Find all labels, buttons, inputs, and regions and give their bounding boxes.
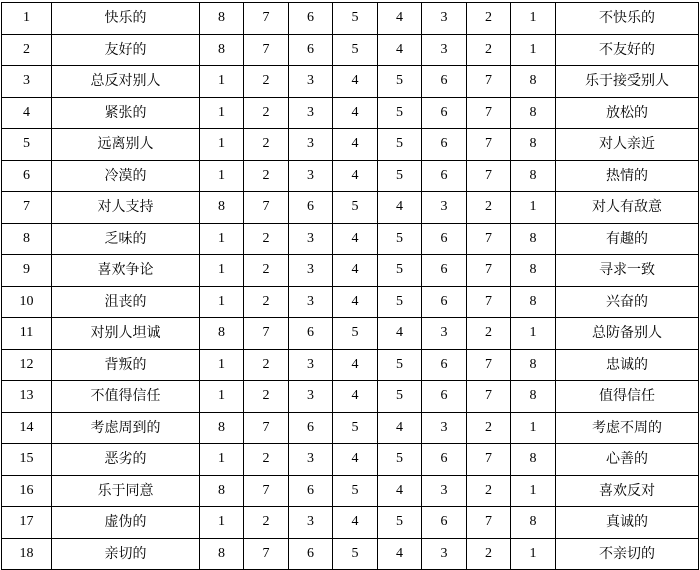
right-adjective: 总防备别人 — [556, 318, 699, 350]
score-cell: 3 — [289, 507, 333, 539]
score-cell: 3 — [422, 318, 467, 350]
score-cell: 8 — [200, 192, 244, 224]
score-cell: 2 — [467, 475, 511, 507]
score-cell: 8 — [511, 286, 556, 318]
right-adjective: 兴奋的 — [556, 286, 699, 318]
score-cell: 6 — [422, 160, 467, 192]
row-number: 1 — [2, 3, 52, 35]
score-cell: 5 — [378, 129, 422, 161]
score-cell: 2 — [244, 255, 289, 287]
score-cell: 4 — [333, 381, 378, 413]
score-cell: 1 — [200, 381, 244, 413]
row-number: 8 — [2, 223, 52, 255]
score-cell: 4 — [333, 444, 378, 476]
row-number: 2 — [2, 34, 52, 66]
score-cell: 8 — [200, 538, 244, 570]
score-cell: 6 — [422, 381, 467, 413]
score-cell: 1 — [511, 34, 556, 66]
score-cell: 5 — [378, 97, 422, 129]
score-cell: 3 — [289, 255, 333, 287]
left-adjective: 冷漠的 — [52, 160, 200, 192]
row-number: 3 — [2, 66, 52, 98]
left-adjective: 不值得信任 — [52, 381, 200, 413]
score-cell: 2 — [467, 34, 511, 66]
score-cell: 3 — [422, 192, 467, 224]
score-cell: 8 — [511, 381, 556, 413]
score-cell: 1 — [200, 286, 244, 318]
score-cell: 5 — [333, 412, 378, 444]
table-row — [2, 129, 699, 161]
score-cell: 8 — [200, 475, 244, 507]
left-adjective: 紧张的 — [52, 97, 200, 129]
row-number: 10 — [2, 286, 52, 318]
left-adjective: 对别人坦诚 — [52, 318, 200, 350]
score-cell: 8 — [511, 223, 556, 255]
score-cell: 1 — [511, 412, 556, 444]
table-row — [2, 318, 699, 350]
score-cell: 3 — [422, 34, 467, 66]
right-adjective: 乐于接受别人 — [556, 66, 699, 98]
score-cell: 3 — [289, 381, 333, 413]
score-cell: 7 — [467, 507, 511, 539]
score-cell: 3 — [422, 3, 467, 35]
row-number: 13 — [2, 381, 52, 413]
score-cell: 8 — [200, 318, 244, 350]
score-cell: 7 — [467, 286, 511, 318]
right-adjective: 考虑不周的 — [556, 412, 699, 444]
score-cell: 5 — [378, 507, 422, 539]
score-cell: 1 — [511, 318, 556, 350]
left-adjective: 乏味的 — [52, 223, 200, 255]
left-adjective: 乐于同意 — [52, 475, 200, 507]
table-row — [2, 34, 699, 66]
score-cell: 5 — [333, 318, 378, 350]
score-cell: 8 — [200, 34, 244, 66]
table-row — [2, 444, 699, 476]
score-cell: 3 — [289, 444, 333, 476]
score-cell: 6 — [422, 286, 467, 318]
score-cell: 6 — [289, 318, 333, 350]
score-cell: 7 — [244, 538, 289, 570]
score-cell: 1 — [200, 507, 244, 539]
row-number: 7 — [2, 192, 52, 224]
score-cell: 4 — [378, 318, 422, 350]
score-cell: 5 — [378, 286, 422, 318]
score-cell: 4 — [378, 538, 422, 570]
score-cell: 1 — [200, 129, 244, 161]
score-cell: 6 — [422, 129, 467, 161]
score-cell: 3 — [422, 412, 467, 444]
score-cell: 6 — [289, 3, 333, 35]
score-cell: 6 — [289, 538, 333, 570]
score-cell: 7 — [244, 318, 289, 350]
score-cell: 5 — [378, 223, 422, 255]
score-cell: 7 — [244, 475, 289, 507]
table-row — [2, 223, 699, 255]
table-row — [2, 507, 699, 539]
score-cell: 8 — [511, 160, 556, 192]
score-cell: 8 — [511, 349, 556, 381]
score-cell: 5 — [378, 444, 422, 476]
score-cell: 5 — [378, 381, 422, 413]
left-adjective: 友好的 — [52, 34, 200, 66]
score-cell: 3 — [289, 66, 333, 98]
score-cell: 3 — [289, 160, 333, 192]
score-cell: 3 — [289, 349, 333, 381]
right-adjective: 对人有敌意 — [556, 192, 699, 224]
table-row — [2, 538, 699, 570]
score-cell: 6 — [289, 34, 333, 66]
score-cell: 6 — [422, 507, 467, 539]
score-cell: 7 — [467, 349, 511, 381]
score-cell: 5 — [333, 34, 378, 66]
score-cell: 4 — [333, 97, 378, 129]
score-cell: 7 — [244, 192, 289, 224]
score-cell: 8 — [511, 97, 556, 129]
left-adjective: 喜欢争论 — [52, 255, 200, 287]
score-cell: 7 — [467, 129, 511, 161]
score-cell: 4 — [333, 349, 378, 381]
right-adjective: 不亲切的 — [556, 538, 699, 570]
score-cell: 4 — [333, 129, 378, 161]
table-row — [2, 255, 699, 287]
left-adjective: 远离别人 — [52, 129, 200, 161]
score-cell: 1 — [200, 66, 244, 98]
score-cell: 6 — [422, 349, 467, 381]
score-cell: 8 — [511, 66, 556, 98]
score-cell: 2 — [244, 381, 289, 413]
score-cell: 3 — [422, 538, 467, 570]
table-row — [2, 66, 699, 98]
score-cell: 5 — [333, 192, 378, 224]
score-cell: 8 — [511, 444, 556, 476]
score-cell: 7 — [467, 255, 511, 287]
right-adjective: 喜欢反对 — [556, 475, 699, 507]
score-cell: 1 — [511, 3, 556, 35]
score-cell: 2 — [244, 223, 289, 255]
score-cell: 6 — [422, 255, 467, 287]
right-adjective: 对人亲近 — [556, 129, 699, 161]
left-adjective: 背叛的 — [52, 349, 200, 381]
score-cell: 6 — [422, 66, 467, 98]
score-cell: 8 — [511, 507, 556, 539]
score-cell: 1 — [200, 223, 244, 255]
right-adjective: 寻求一致 — [556, 255, 699, 287]
score-cell: 1 — [200, 444, 244, 476]
score-cell: 2 — [244, 97, 289, 129]
row-number: 16 — [2, 475, 52, 507]
score-cell: 4 — [378, 3, 422, 35]
score-cell: 2 — [244, 129, 289, 161]
score-cell: 7 — [467, 444, 511, 476]
score-cell: 7 — [467, 160, 511, 192]
table-row — [2, 192, 699, 224]
score-cell: 6 — [289, 412, 333, 444]
score-cell: 5 — [378, 349, 422, 381]
score-cell: 2 — [244, 160, 289, 192]
table-row — [2, 381, 699, 413]
score-cell: 4 — [378, 412, 422, 444]
score-cell: 6 — [422, 97, 467, 129]
score-cell: 5 — [378, 255, 422, 287]
score-cell: 7 — [467, 223, 511, 255]
score-cell: 7 — [244, 34, 289, 66]
score-cell: 2 — [467, 318, 511, 350]
score-cell: 5 — [378, 66, 422, 98]
score-cell: 7 — [244, 412, 289, 444]
score-cell: 1 — [200, 160, 244, 192]
score-cell: 3 — [422, 475, 467, 507]
score-cell: 4 — [378, 192, 422, 224]
score-cell: 8 — [200, 412, 244, 444]
left-adjective: 虚伪的 — [52, 507, 200, 539]
score-cell: 1 — [511, 192, 556, 224]
score-cell: 1 — [200, 255, 244, 287]
score-cell: 6 — [289, 192, 333, 224]
score-cell: 7 — [467, 66, 511, 98]
score-cell: 2 — [244, 286, 289, 318]
score-cell: 2 — [244, 507, 289, 539]
row-number: 18 — [2, 538, 52, 570]
row-number: 14 — [2, 412, 52, 444]
score-cell: 4 — [333, 223, 378, 255]
score-cell: 5 — [333, 475, 378, 507]
right-adjective: 真诚的 — [556, 507, 699, 539]
right-adjective: 热情的 — [556, 160, 699, 192]
table-body — [2, 3, 699, 570]
score-cell: 1 — [200, 97, 244, 129]
score-cell: 4 — [333, 160, 378, 192]
row-number: 15 — [2, 444, 52, 476]
right-adjective: 有趣的 — [556, 223, 699, 255]
right-adjective: 放松的 — [556, 97, 699, 129]
left-adjective: 恶劣的 — [52, 444, 200, 476]
left-adjective: 考虑周到的 — [52, 412, 200, 444]
left-adjective: 快乐的 — [52, 3, 200, 35]
row-number: 5 — [2, 129, 52, 161]
right-adjective: 心善的 — [556, 444, 699, 476]
score-cell: 4 — [333, 507, 378, 539]
score-cell: 4 — [378, 34, 422, 66]
score-cell: 2 — [244, 66, 289, 98]
score-cell: 7 — [244, 3, 289, 35]
row-number: 6 — [2, 160, 52, 192]
table-row — [2, 475, 699, 507]
rating-scale-table — [1, 2, 699, 570]
score-cell: 6 — [422, 444, 467, 476]
score-cell: 3 — [289, 97, 333, 129]
score-cell: 1 — [511, 475, 556, 507]
left-adjective: 亲切的 — [52, 538, 200, 570]
right-adjective: 不友好的 — [556, 34, 699, 66]
score-cell: 8 — [511, 255, 556, 287]
score-cell: 6 — [422, 223, 467, 255]
score-cell: 2 — [244, 444, 289, 476]
row-number: 17 — [2, 507, 52, 539]
score-cell: 5 — [333, 3, 378, 35]
score-cell: 4 — [333, 286, 378, 318]
table-row — [2, 3, 699, 35]
score-cell: 8 — [200, 3, 244, 35]
table-row — [2, 97, 699, 129]
score-cell: 7 — [467, 97, 511, 129]
score-cell: 7 — [467, 381, 511, 413]
score-cell: 2 — [467, 538, 511, 570]
left-adjective: 沮丧的 — [52, 286, 200, 318]
score-cell: 4 — [378, 475, 422, 507]
right-adjective: 忠诚的 — [556, 349, 699, 381]
left-adjective: 总反对别人 — [52, 66, 200, 98]
right-adjective: 值得信任 — [556, 381, 699, 413]
table-row — [2, 412, 699, 444]
score-cell: 5 — [333, 538, 378, 570]
table-row — [2, 160, 699, 192]
score-cell: 3 — [289, 223, 333, 255]
score-cell: 2 — [467, 3, 511, 35]
score-cell: 2 — [244, 349, 289, 381]
right-adjective: 不快乐的 — [556, 3, 699, 35]
score-cell: 2 — [467, 412, 511, 444]
score-cell: 6 — [289, 475, 333, 507]
table-row — [2, 349, 699, 381]
row-number: 9 — [2, 255, 52, 287]
row-number: 12 — [2, 349, 52, 381]
score-cell: 1 — [511, 538, 556, 570]
score-cell: 2 — [467, 192, 511, 224]
left-adjective: 对人支持 — [52, 192, 200, 224]
score-cell: 3 — [289, 286, 333, 318]
table-row — [2, 286, 699, 318]
row-number: 11 — [2, 318, 52, 350]
score-cell: 8 — [511, 129, 556, 161]
score-cell: 4 — [333, 66, 378, 98]
score-cell: 1 — [200, 349, 244, 381]
row-number: 4 — [2, 97, 52, 129]
score-cell: 4 — [333, 255, 378, 287]
score-cell: 5 — [378, 160, 422, 192]
score-cell: 3 — [289, 129, 333, 161]
